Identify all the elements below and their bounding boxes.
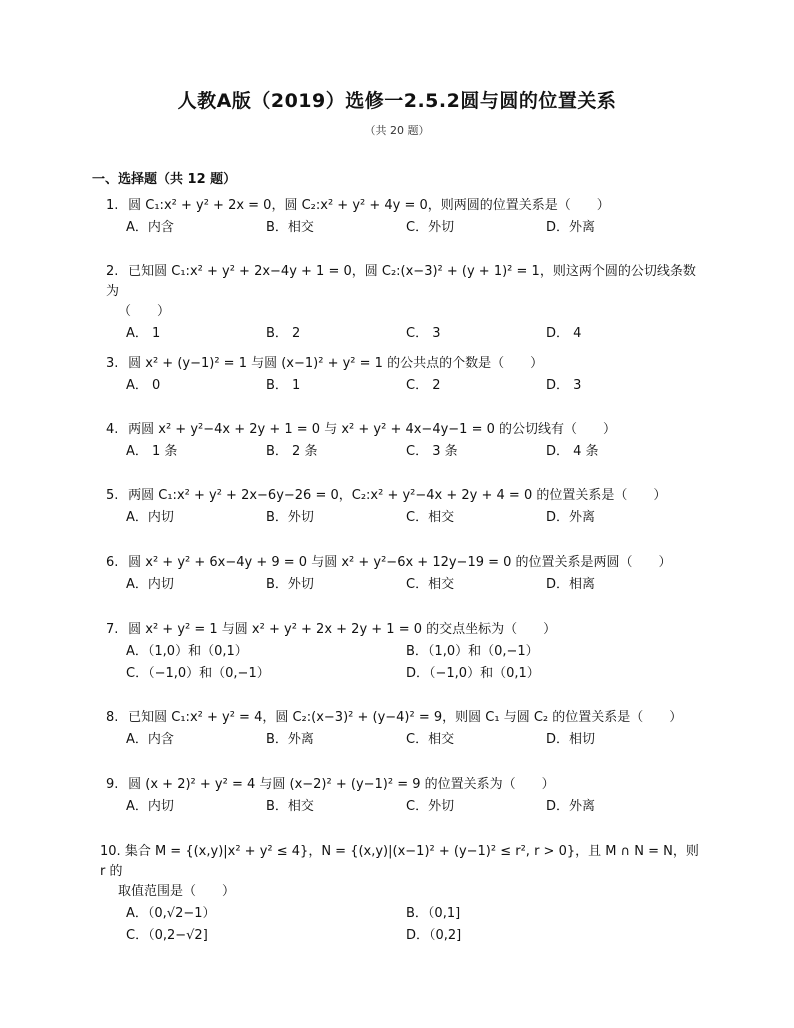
option-d: D．相离 [546,577,596,592]
section-heading: 一、选择题（共 12 题） [92,172,237,187]
option-b: B．外切 [266,510,314,525]
option-b: B．（0,1] [406,906,461,921]
option-b: B．外离 [266,732,314,747]
option-a: A．内切 [126,510,174,525]
question-stem: 圆 x² + y² = 1 与圆 x² + y² + 2x + 2y + 1 = 0 的交点坐标为（ ） [128,622,557,637]
question-10 [100,842,700,946]
question-stem: 圆 x² + (y−1)² = 1 与圆 (x−1)² + y² = 1 的公共点的个数是（ ） [128,356,544,371]
option-b: B．外切 [266,577,314,592]
question-8 [106,708,706,750]
question-stem-continued: 取值范围是（ ） [118,884,236,899]
option-a: A． 0 [126,378,161,393]
option-c: C． 3 条 [406,444,458,459]
option-d: D．（−1,0）和（0,1） [406,666,540,681]
option-a: A．（0,√2−1） [126,906,216,921]
question-number: 3. [106,356,119,371]
option-d: D． 4 条 [546,444,599,459]
option-a: A．内切 [126,799,174,814]
question-stem: 集合 M = {(x,y)|x² + y² ≤ 4}，N = {(x,y)|(x−1)² + (y−1)² ≤ r², r > 0}，且 M ∩ N = N，则 r 的 [100,844,699,879]
question-3 [106,354,706,396]
question-stem-continued: （ ） [118,304,171,319]
option-b: B． 2 [266,326,301,341]
page-subtitle: （共 20 题） [364,124,430,137]
question-number: 8. [106,710,119,725]
question-stem: 圆 (x + 2)² + y² = 4 与圆 (x−2)² + (y−1)² = 9 的位置关系为（ ） [128,777,555,792]
option-c: C．相交 [406,732,455,747]
question-stem: 两圆 C₁:x² + y² + 2x−6y−26 = 0，C₂:x² + y²−4x + 2y + 4 = 0 的位置关系是（ ） [128,488,667,503]
option-d: D．外离 [546,220,596,235]
question-stem: 圆 C₁:x² + y² + 2x = 0，圆 C₂:x² + y² + 4y = 0，则两圆的位置关系是（ ） [128,198,610,213]
question-number: 10. [100,844,121,859]
option-b: B．（1,0）和（0,−1） [406,644,539,659]
option-a: A．（1,0）和（0,1） [126,644,248,659]
question-number: 5. [106,488,119,503]
question-4 [106,420,706,462]
question-number: 1. [106,198,119,213]
question-number: 2. [106,264,119,279]
page-title: 人教A版（2019）选修一2.5.2圆与圆的位置关系 [177,90,617,112]
question-9 [106,775,706,817]
question-number: 6. [106,555,119,570]
option-c: C．（−1,0）和（0,−1） [126,666,270,681]
option-b: B．相交 [266,799,314,814]
question-5 [106,486,706,528]
option-c: C．相交 [406,510,455,525]
option-d: D． 4 [546,326,582,341]
question-number: 9. [106,777,119,792]
option-c: C． 3 [406,326,441,341]
option-c: C．相交 [406,577,455,592]
option-c: C．外切 [406,220,455,235]
question-stem: 已知圆 C₁:x² + y² = 4，圆 C₂:(x−3)² + (y−4)² = 9，则圆 C₁ 与圆 C₂ 的位置关系是（ ） [128,710,683,725]
option-c: C． 2 [406,378,441,393]
question-stem: 两圆 x² + y²−4x + 2y + 1 = 0 与 x² + y² + 4x−4y−1 = 0 的公切线有（ ） [128,422,617,437]
question-stem: 圆 x² + y² + 6x−4y + 9 = 0 与圆 x² + y²−6x + 12y−19 = 0 的位置关系是两圆（ ） [128,555,672,570]
option-b: B． 2 条 [266,444,318,459]
option-a: A． 1 [126,326,161,341]
question-7 [106,620,706,684]
option-b: B．相交 [266,220,314,235]
option-d: D．外离 [546,510,596,525]
option-c: C．外切 [406,799,455,814]
option-d: D．外离 [546,799,596,814]
option-a: A．内含 [126,220,174,235]
option-a: A． 1 条 [126,444,178,459]
option-a: A．内含 [126,732,174,747]
option-a: A．内切 [126,577,174,592]
question-number: 4. [106,422,119,437]
question-stem: 已知圆 C₁:x² + y² + 2x−4y + 1 = 0，圆 C₂:(x−3)² + (y + 1)² = 1，则这两个圆的公切线条数为 [106,264,696,299]
question-1 [106,196,706,238]
question-2 [106,262,706,344]
option-d: D．（0,2] [406,928,462,943]
question-6 [106,553,706,595]
option-d: D．相切 [546,732,596,747]
question-number: 7. [106,622,119,637]
option-b: B． 1 [266,378,301,393]
option-d: D． 3 [546,378,582,393]
option-c: C．（0,2−√2] [126,928,208,943]
